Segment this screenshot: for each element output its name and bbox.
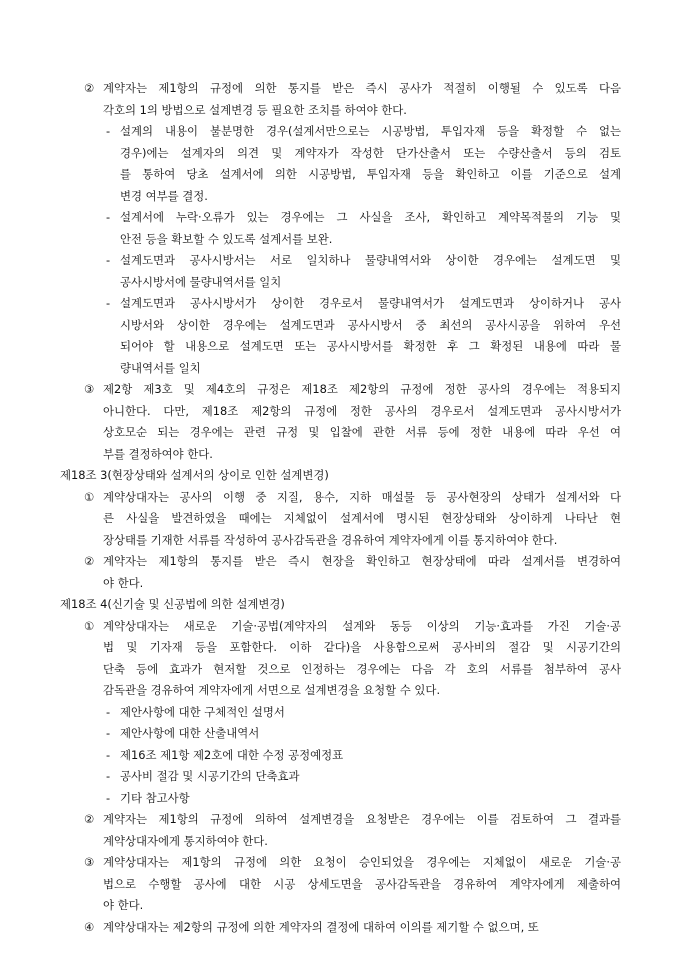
numbered-clause xyxy=(0,917,680,939)
text-line: 장상태를 기재한 서류를 작성하여 공사감독관을 경유하여 계약자에게 이를 통지하여야 한다. xyxy=(103,532,558,547)
text-line: 안전 등을 확보할 수 있도록 설계서를 보완. xyxy=(120,231,333,246)
dash-item xyxy=(0,766,680,788)
text-line: 제18조 4(신기술 및 신공법에 의한 설계변경) xyxy=(60,597,285,611)
text-line: 설계도면과 공사시방서는 서로 일치하나 물량내역서와 상이한 경우에는 설계도면 및 xyxy=(120,253,621,267)
text-line: 계약상대자에게 통지하여야 한다. xyxy=(103,833,268,848)
clause-number: ① xyxy=(84,489,95,504)
dash-marker: - xyxy=(106,790,111,805)
article-heading xyxy=(0,594,680,616)
text-line: 단축 등에 효과가 현저할 것으로 인정하는 경우에는 다음 각 호의 서류를 첨부하여 공사 xyxy=(103,661,621,676)
text-line: 되어야 할 내용으로 설계도면 또는 공사시방서를 확정한 후 그 확정된 내용에 따라 물 xyxy=(120,339,621,353)
dash-marker: - xyxy=(106,210,111,224)
text-line: 상호모순 되는 경우에는 관련 규정 및 입찰에 관한 서류 등에 정한 내용에 따라 우선 여 xyxy=(103,425,621,439)
text-line: 각호의 1의 방법으로 설계변경 등 필요한 조치를 하여야 한다. xyxy=(103,102,407,117)
text-line: 제16조 제1항 제2호에 대한 수정 공정예정표 xyxy=(120,747,344,762)
text-line: 설계도면과 공사시방서가 상이한 경우로서 물량내역서가 설계도면과 상이하거나 공사 xyxy=(120,296,621,310)
dash-marker: - xyxy=(106,296,111,310)
text-line: 감독관을 경유하여 계약자에게 서면으로 설계변경을 요청할 수 있다. xyxy=(103,683,441,697)
text-line: 를 통하여 당초 설계서에 의한 시공방법, 투입자재 등을 확인하고 이를 기준으로 설계 xyxy=(120,167,621,181)
numbered-clause xyxy=(0,78,680,121)
article-heading xyxy=(0,465,680,487)
clause-number: ② xyxy=(84,554,95,568)
text-line: 계약상대자는 새로운 기술·공법(계약자의 설계와 동등 이상의 기능·효과를 가진 기술·공 xyxy=(103,618,621,633)
numbered-clause xyxy=(0,379,680,465)
clause-number: ③ xyxy=(84,855,95,869)
text-line: 계약자는 제1항의 규정에 의하여 설계변경을 요청받은 경우에는 이를 검토하여 그 결과를 xyxy=(103,812,621,826)
dash-item xyxy=(0,745,680,767)
text-line: 야 한다. xyxy=(103,898,144,912)
numbered-clause xyxy=(0,487,680,552)
dash-item xyxy=(0,250,680,293)
text-line: 계약상대자는 제2항의 규정에 의한 계약자의 결정에 대하여 이의를 제기할 수 없으며, 또 xyxy=(103,919,539,934)
clause-number: ② xyxy=(84,81,95,95)
dash-item xyxy=(0,121,680,207)
clause-number: ② xyxy=(84,812,95,826)
text-line: 야 한다. xyxy=(103,575,144,590)
text-line: 변경 여부를 결정. xyxy=(120,188,208,203)
text-line: 량내역서를 일치 xyxy=(120,360,201,375)
dash-marker: - xyxy=(106,747,111,762)
text-line: 제안사항에 대한 산출내역서 xyxy=(120,726,260,740)
clause-number: ④ xyxy=(84,919,95,934)
dash-marker: - xyxy=(106,726,111,740)
dash-marker: - xyxy=(106,704,111,719)
text-line: 설계의 내용이 불분명한 경우(설계서만으로는 시공방법, 투입자재 등을 확정할 수 없는 xyxy=(120,124,621,138)
text-line: 공사시방서에 물량내역서를 일치 xyxy=(120,274,282,289)
text-line: 계약상대자는 제1항의 규정에 의한 요청이 승인되었을 경우에는 지체없이 새로운 기술·공 xyxy=(103,855,621,869)
text-line: 른 사실을 발견하였을 때에는 지체없이 설계서에 명시된 현장상태와 상이하게 나타난 현 xyxy=(103,511,621,525)
dash-item xyxy=(0,788,680,810)
numbered-clause xyxy=(0,852,680,917)
text-line: 공사비 절감 및 시공기간의 단축효과 xyxy=(120,769,300,783)
text-line: 아니한다. 다만, 제18조 제2항의 규정에 정한 공사의 경우로서 설계도면과 공사시방서가 xyxy=(103,403,621,418)
text-line: 제2항 제3호 및 제4호의 규정은 제18조 제2항의 규정에 정한 공사의 경우에는 적용되지 xyxy=(103,382,621,396)
text-line: 시방서와 상이한 경우에는 설계도면과 공사시방서 중 최선의 공사시공을 위하여 우선 xyxy=(120,317,621,332)
clause-number: ③ xyxy=(84,382,95,396)
numbered-clause xyxy=(0,551,680,594)
dash-item xyxy=(0,207,680,250)
text-line: 제안사항에 대한 구체적인 설명서 xyxy=(120,704,285,719)
dash-marker: - xyxy=(106,253,111,267)
text-line: 경우)에는 설계자의 의견 및 계약자가 작성한 단가산출서 또는 수량산출서 등의 검토 xyxy=(120,145,621,160)
dash-marker: - xyxy=(106,124,111,138)
dash-item xyxy=(0,293,680,379)
text-line: 법으로 수행할 공사에 대한 시공 상세도면을 공사감독관을 경유하여 계약자에게 제출하여 xyxy=(103,876,621,891)
dash-item xyxy=(0,723,680,745)
numbered-clause xyxy=(0,809,680,852)
text-line: 부를 결정하여야 한다. xyxy=(103,446,213,461)
text-line: 계약자는 제1항의 통지를 받은 즉시 현장을 확인하고 현장상태에 따라 설계서를 변경하여 xyxy=(103,554,621,568)
numbered-clause xyxy=(0,616,680,702)
clause-number: ① xyxy=(84,618,95,633)
text-line: 기타 참고사항 xyxy=(120,790,190,805)
dash-item xyxy=(0,702,680,724)
dash-marker: - xyxy=(106,769,111,783)
text-line: 법 및 기자재 등을 포함한다. 이하 같다)을 사용함으로써 공사비의 절감 및 시공기간의 xyxy=(103,640,621,654)
text-line: 제18조 3(현장상태와 설계서의 상이로 인한 설계변경) xyxy=(60,468,329,482)
text-line: 설계서에 누락·오류가 있는 경우에는 그 사실을 조사, 확인하고 계약목적물의 기능 및 xyxy=(120,210,621,224)
text-line: 계약자는 제1항의 규정에 의한 통지를 받은 즉시 공사가 적절히 이행될 수 있도록 다음 xyxy=(103,81,621,95)
text-line: 계약상대자는 공사의 이행 중 지질, 용수, 지하 매설물 등 공사현장의 상태가 설계서와 다 xyxy=(103,489,621,504)
